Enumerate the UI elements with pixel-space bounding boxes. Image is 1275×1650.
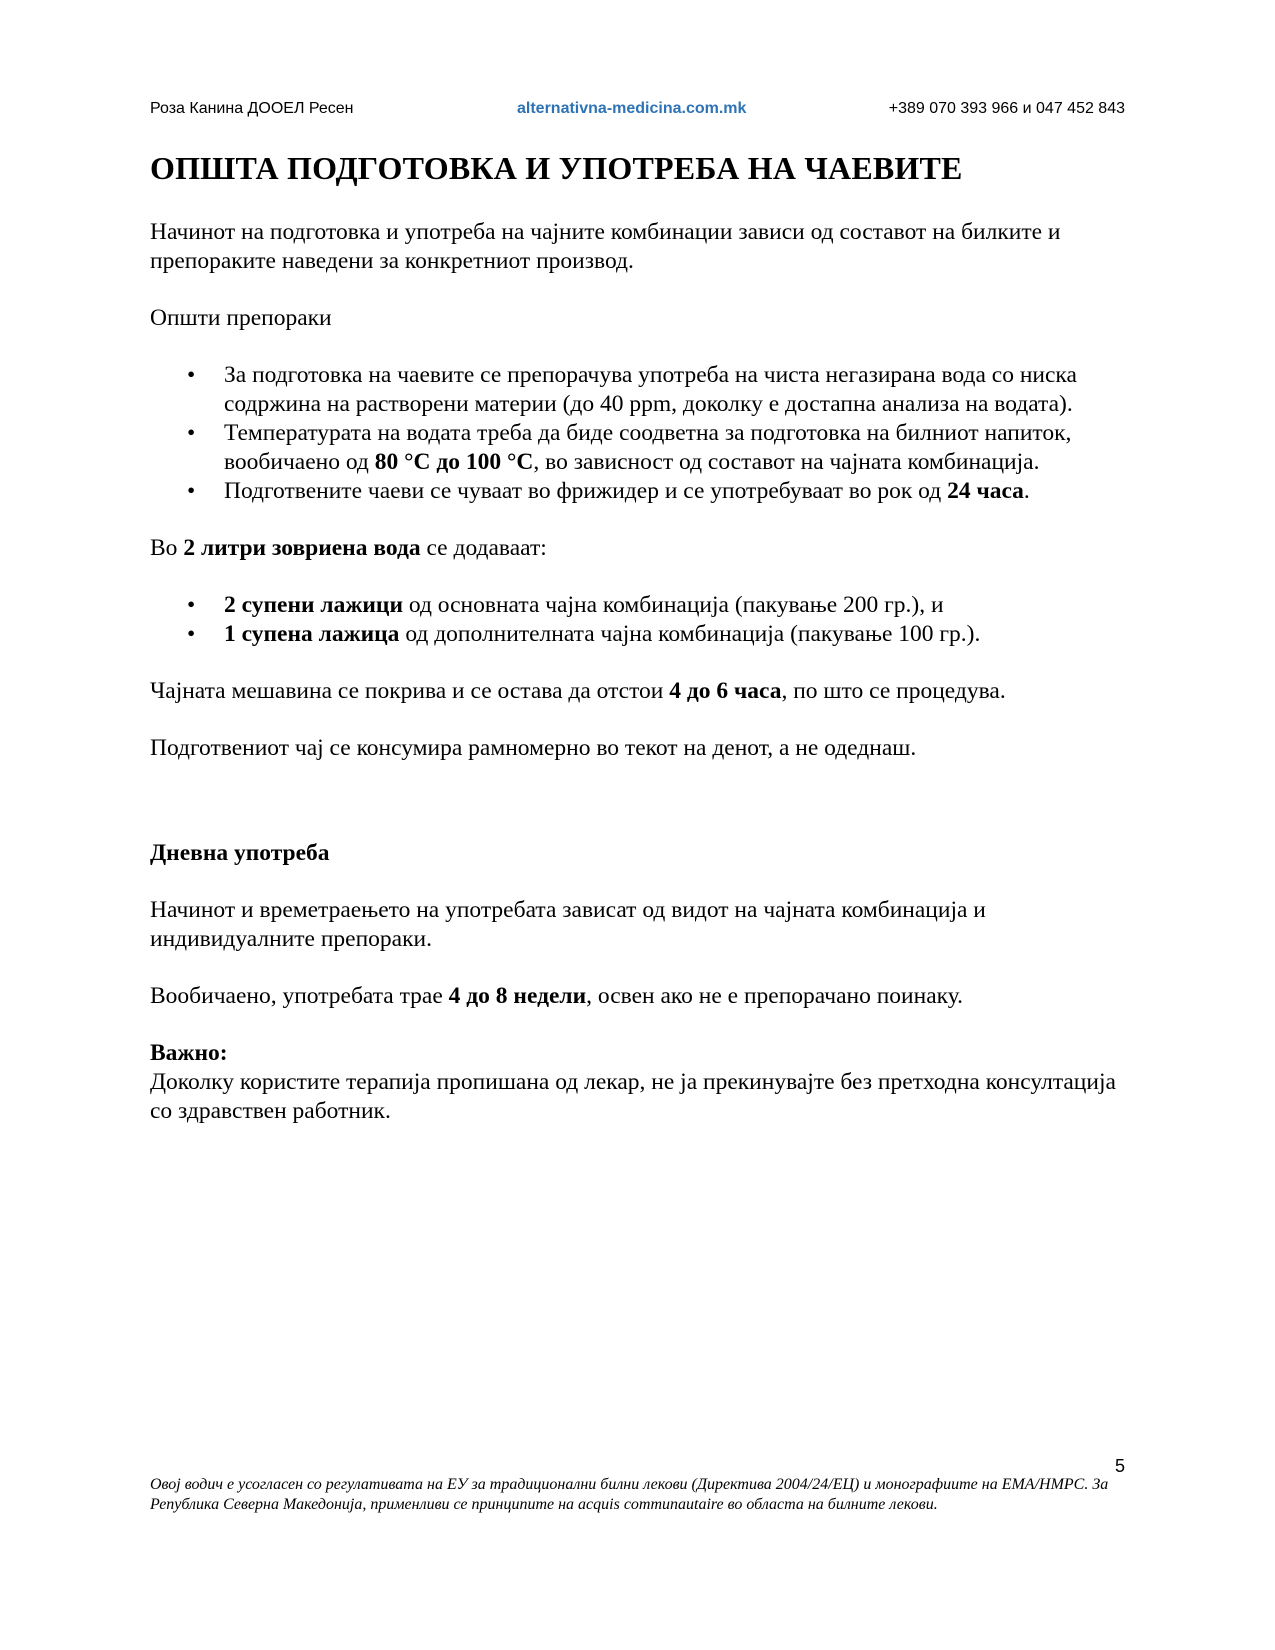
list-item <box>224 591 1125 620</box>
page-header <box>150 96 1125 122</box>
website-link[interactable]: alternativna-medicina.com.mk <box>517 100 747 117</box>
intro-paragraph: Начинот на подготовка и употреба на чајните комбинации зависи од составот на билките и препораките наведени за конкретниот производ. <box>150 219 1061 274</box>
temperature-range: 80 °C до 100 °C <box>374 449 534 475</box>
list-item-text: За подготовка на чаевите се препорачува употреба на чиста негазирана вода со ниска содржина на растворени материи (до 40 ppm, доколку е достапна анализа на водата). <box>224 362 1077 417</box>
dosage-amount: 1 супена лажица <box>224 621 400 647</box>
footer-disclaimer: Овој водич е усогласен со регулативата на ЕУ за традиционални билни лекови (Директива 2004/24/ЕЦ) и монографиите на EMA/HMPC. За Република Северна Македонија, применливи се принципите на acquis communautaire во областа на билните лекови. <box>150 1476 1109 1513</box>
company-name: Роза Канина ДООЕЛ Ресен <box>150 100 354 117</box>
daily-use-heading: Дневна употреба <box>150 840 330 866</box>
paragraph-text: , по што се процедува. <box>781 678 1006 704</box>
paragraph-text: Во <box>150 535 184 561</box>
list-item <box>224 361 1125 419</box>
document-body <box>150 148 1125 1126</box>
list-item-text: од основната чајна комбинација (пакување 200 гр.), и <box>403 592 944 618</box>
list-item-text: . <box>1023 478 1030 504</box>
phone-numbers: +389 070 393 966 и 047 452 843 <box>888 100 1125 117</box>
paragraph-text: , освен ако не е препорачано поинаку. <box>586 983 963 1009</box>
important-note: Доколку користите терапија пропишана од лекар, не ја прекинувајте без претходна консултација со здравствен работник. <box>150 1069 1116 1124</box>
duration-paragraph <box>150 982 1125 1011</box>
list-item <box>224 477 1125 506</box>
paragraph-text: Чајната мешавина се покрива и се остава да отстои <box>150 678 670 704</box>
water-amount: 2 литри зовриена вода <box>183 535 421 561</box>
important-label: Важно: <box>150 1040 228 1066</box>
general-recommendations-label: Општи препораки <box>150 305 332 331</box>
water-paragraph <box>150 534 1125 563</box>
list-item-text: Температурата на водата треба да биде соодветна за подготовка на билниот напиток, вообичаено од <box>224 420 1072 475</box>
list-item-text: , во зависност од составот на чајната комбинација. <box>533 449 1040 475</box>
page-number: 5 <box>1114 1456 1125 1476</box>
steeping-paragraph <box>150 677 1125 706</box>
daily-use-intro: Начинот и времетраењето на употребата зависат од видот на чајната комбинација и индивидуалните препораки. <box>150 897 986 952</box>
consumption-paragraph: Подготвениот чај се консумира рамномерно во текот на денот, а не одеднаш. <box>150 735 917 761</box>
usage-duration: 4 до 8 недели <box>448 983 587 1009</box>
list-item <box>224 419 1125 477</box>
dosage-amount: 2 супени лажици <box>224 592 404 618</box>
dosage-list <box>150 591 1125 649</box>
list-item <box>224 620 1125 649</box>
list-item-text: од дополнителната чајна комбинација (пакување 100 гр.). <box>399 621 981 647</box>
list-item-text: Подготвените чаеви се чуваат во фрижидер и се употребуваат во рок од <box>224 478 948 504</box>
paragraph-text: Вообичаено, употребата трае <box>150 983 449 1009</box>
page-title: ОПШТА ПОДГОТОВКА И УПОТРЕБА НА ЧАЕВИТЕ <box>150 150 963 186</box>
general-recommendations-list <box>150 361 1125 506</box>
paragraph-text: се додаваат: <box>420 535 547 561</box>
steeping-time: 4 до 6 часа <box>669 678 782 704</box>
storage-duration: 24 часа <box>947 478 1024 504</box>
